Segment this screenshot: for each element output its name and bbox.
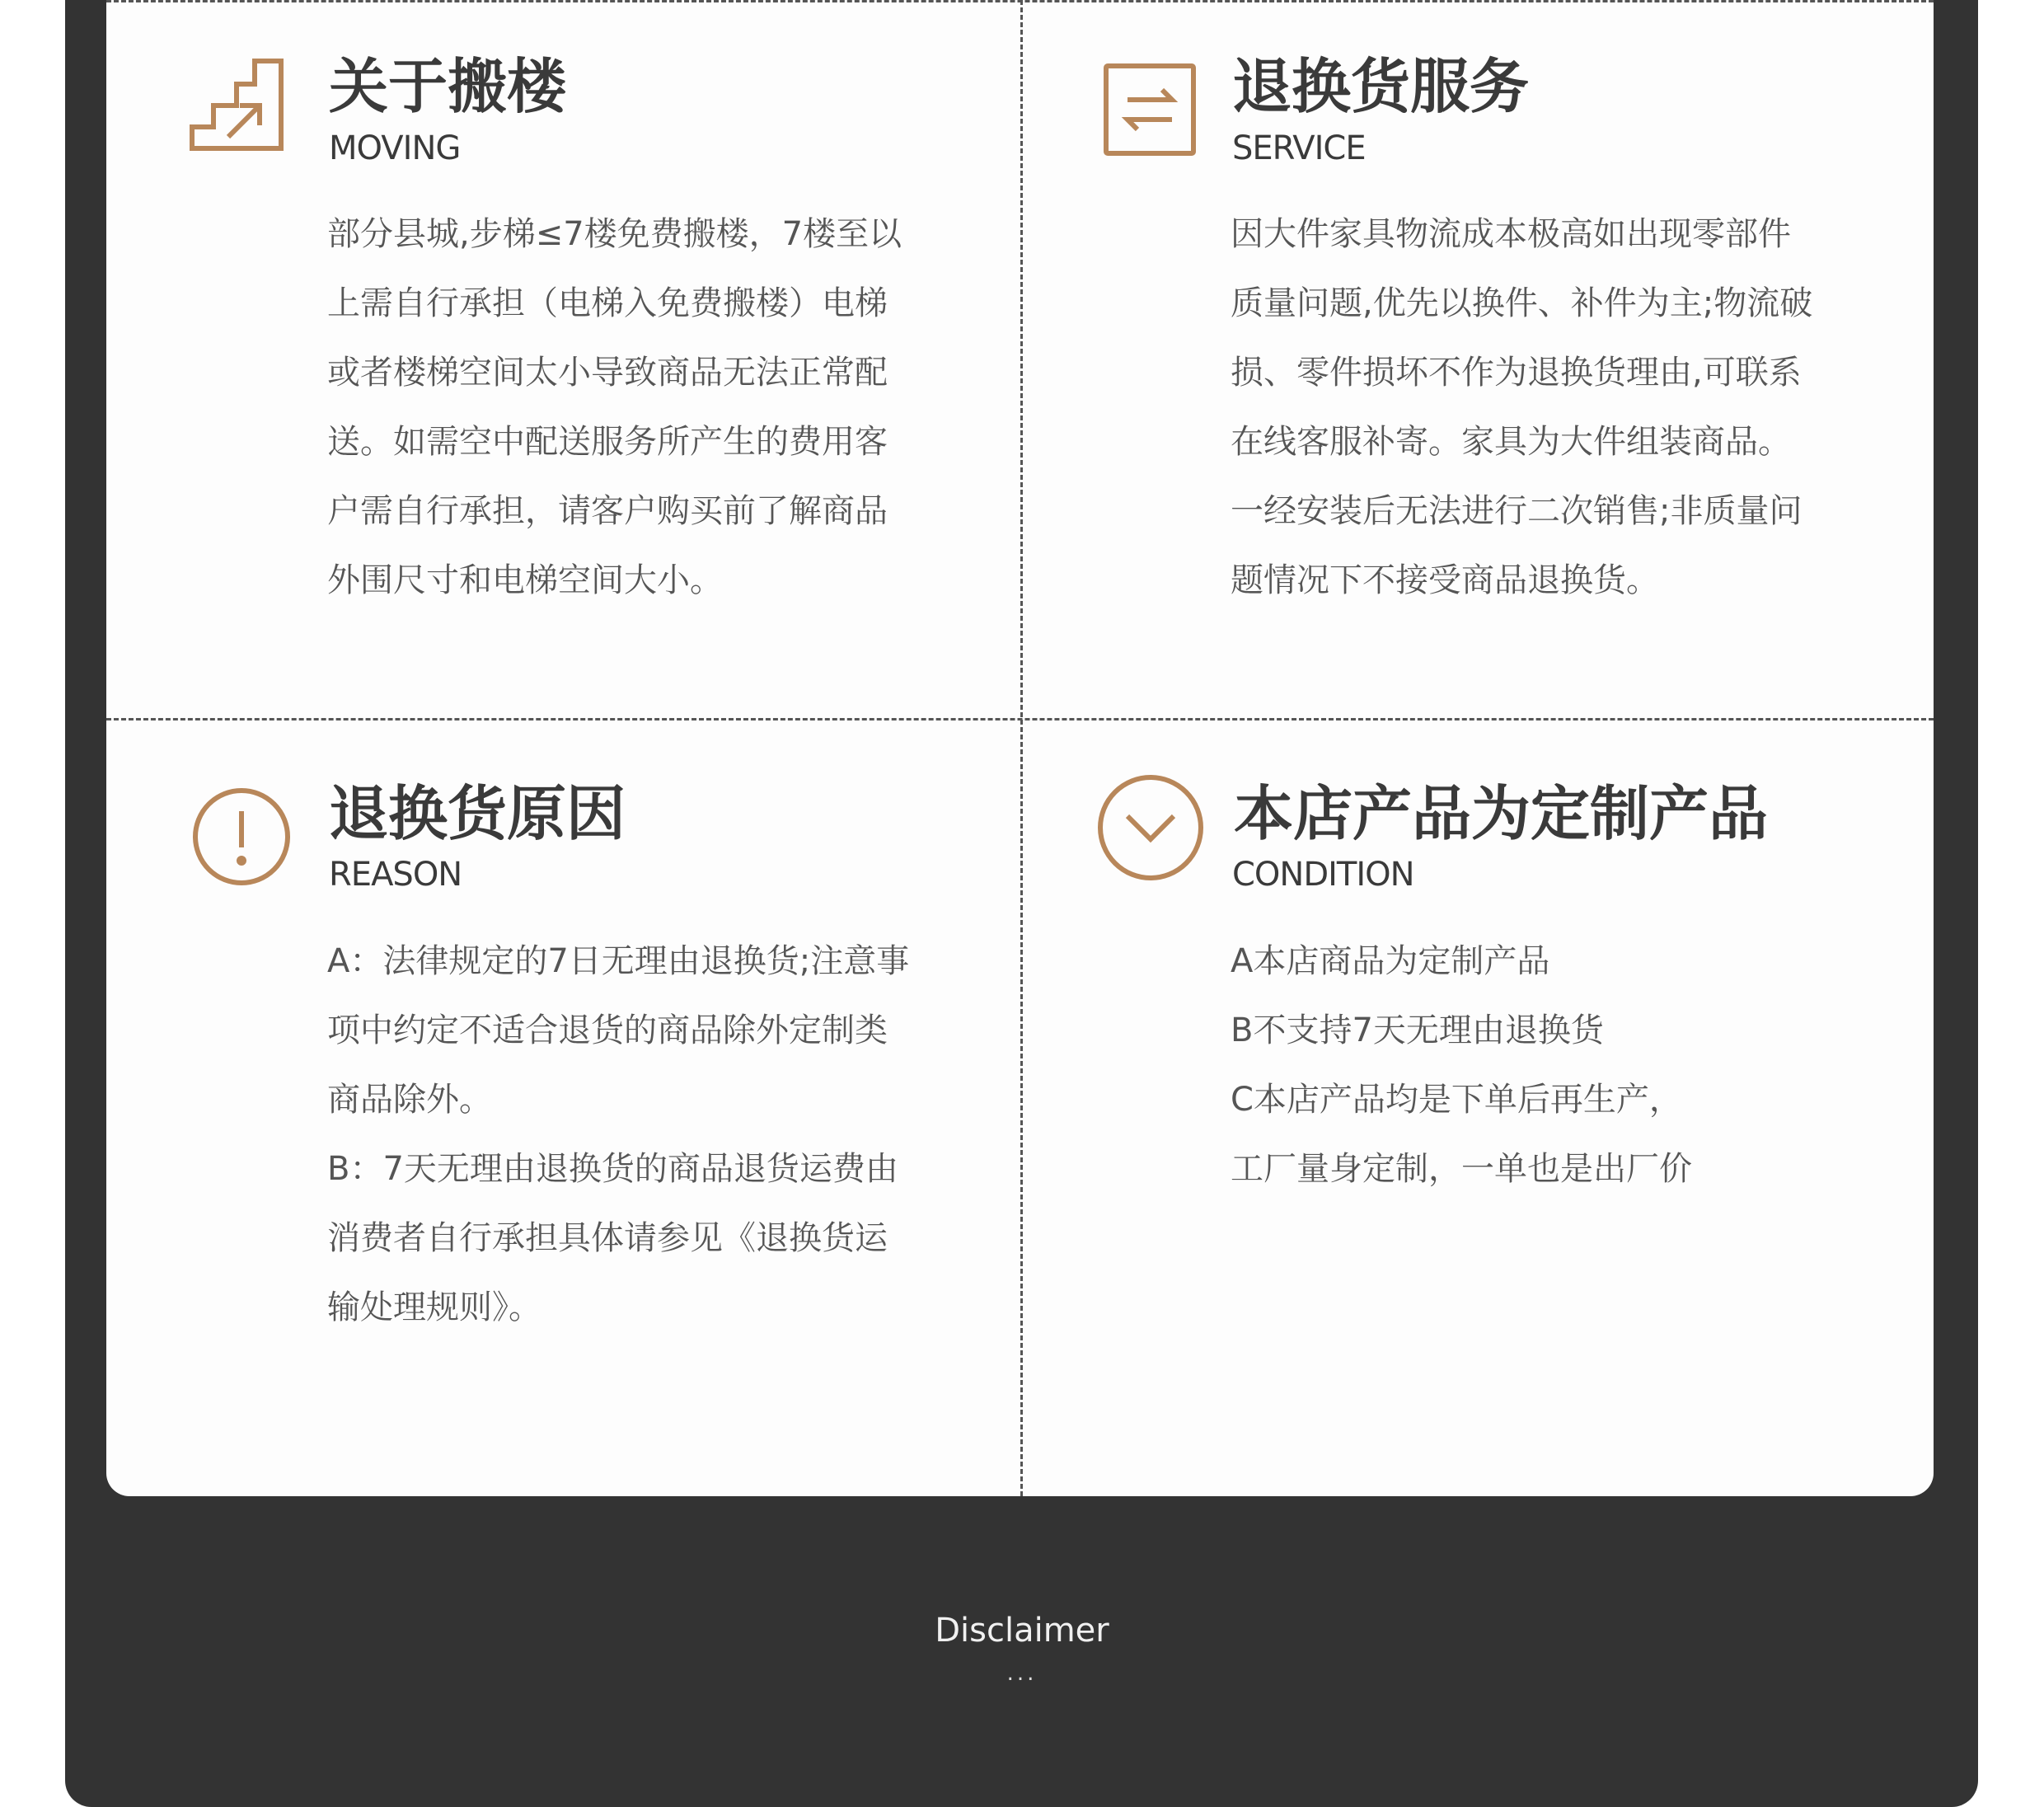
section-title: 退换货服务 xyxy=(1232,52,1530,121)
body-line: A：法律规定的7日无理由退换货;注意事 xyxy=(327,942,910,980)
body-line: B：7天无理由退换货的商品退货运费由 xyxy=(327,1150,898,1188)
body-line: 或者楼梯空间太小导致商品无法正常配 xyxy=(327,354,888,392)
ellipsis-dots: ... xyxy=(1006,1661,1038,1686)
body-line: 部分县城,步梯≤7楼免费搬楼，7楼至以 xyxy=(327,215,902,253)
section-body xyxy=(1231,927,1692,1204)
body-line: B不支持7天无理由退换货 xyxy=(1231,1011,1604,1049)
section-subtitle: SERVICE xyxy=(1232,129,1366,167)
body-line: A本店商品为定制产品 xyxy=(1231,942,1550,980)
exclamation-icon xyxy=(191,786,292,887)
section-title: 本店产品为定制产品 xyxy=(1234,779,1769,848)
body-line: 因大件家具物流成本极高如出现零部件 xyxy=(1231,215,1791,253)
stairs-icon xyxy=(189,56,286,153)
section-condition xyxy=(1021,720,1934,1496)
body-line: 在线客服补寄。家具为大件组装商品。 xyxy=(1231,423,1791,461)
body-line: 项中约定不适合退货的商品除外定制类 xyxy=(327,1011,888,1049)
body-line: 输处理规则》。 xyxy=(327,1288,541,1326)
section-body xyxy=(327,927,909,1342)
check-circle-icon xyxy=(1096,773,1205,882)
body-line: 户需自行承担，请客户购买前了解商品 xyxy=(327,492,888,530)
body-line: 消费者自行承担具体请参见《退换货运 xyxy=(327,1219,888,1257)
body-line: C本店产品均是下单后再生产， xyxy=(1231,1081,1682,1119)
exchange-icon xyxy=(1103,63,1197,157)
section-title: 退换货原因 xyxy=(329,779,626,848)
section-subtitle: CONDITION xyxy=(1232,856,1414,894)
body-line: 上需自行承担（电梯入免费搬楼）电梯 xyxy=(327,284,888,322)
body-line: 题情况下不接受商品退换货。 xyxy=(1231,561,1659,599)
body-line: 一经安装后无法进行二次销售;非质量问 xyxy=(1231,492,1803,530)
body-line: 工厂量身定制，一单也是出厂价 xyxy=(1231,1150,1692,1188)
body-line: 质量问题,优先以换件、补件为主;物流破 xyxy=(1231,284,1813,322)
section-moving xyxy=(106,0,1020,717)
body-line: 商品除外。 xyxy=(327,1081,492,1119)
section-subtitle: MOVING xyxy=(329,129,461,167)
section-body xyxy=(1231,199,1812,615)
section-title: 关于搬楼 xyxy=(329,52,567,121)
section-subtitle: REASON xyxy=(329,856,462,894)
section-service xyxy=(1021,0,1934,717)
body-line: 送。如需空中配送服务所产生的费用客 xyxy=(327,423,888,461)
disclaimer-label: Disclaimer xyxy=(935,1612,1109,1650)
section-body xyxy=(327,199,902,615)
info-card xyxy=(106,0,1934,1496)
body-line: 外围尺寸和电梯空间大小。 xyxy=(327,561,723,599)
body-line: 损、零件损坏不作为退换货理由,可联系 xyxy=(1231,354,1802,392)
section-reason xyxy=(106,720,1020,1496)
